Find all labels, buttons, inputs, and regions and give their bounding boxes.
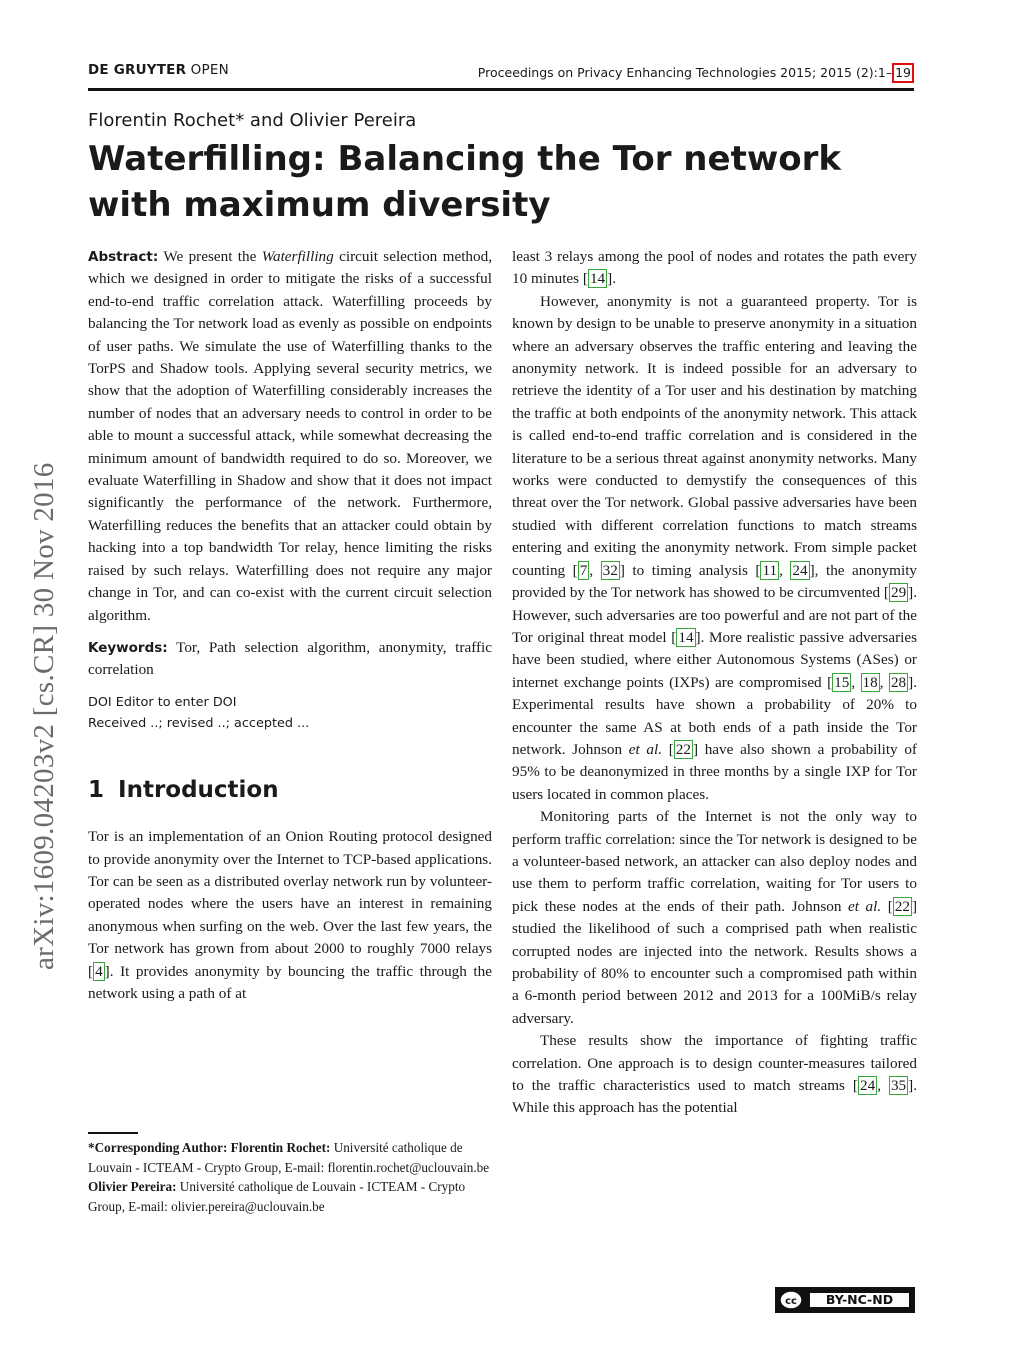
- body-paragraph: However, anonymity is not a guaranteed property. Tor is known by design to be unable to preserve anonymity in a situation where an adversary observes the traffic entering and leaving the anonymity network. It is indeed possible for an adversary to retrieve the identity of a Tor user and his destination by matching the traffic at both endpoints of the anonymity network. This attack is called end-to-end traffic correlation and is considered in the literature to be a serious threat against anonymity networks. Many works were conducted to demystify the consequences of this threat over the Tor network. Global passive adversaries have been studied with different correlation functions to match streams entering and exiting the anonymity network. From simple packet counting [ 7 , 32 ] to timing analysis [ 11 , 24 ], the anonymity provided by the Tor network has showed to be circumvented [ 29 ]. However, such adversaries are too powerful and are not part of the Tor original threat model [ 14 ]. More realistic passive adversaries have been studied, where either Autonomous Systems (ASes) or internet exchange points (IXPs) are compromised [ 15 , 18 , 28 ]. Experimental results have shown a probability of 20% to encounter the same AS at both ends of a path inside the Tor network. Johnson et al. [ 22 ] have also shown a probability of 95% to be deanonymized in three months by a single IXP for Tor users located in common places.: [512, 292, 918, 803]
- citation-link[interactable]: 4: [95, 962, 103, 980]
- citation-link[interactable]: 11: [762, 561, 778, 579]
- citation-link[interactable]: 35: [890, 1077, 907, 1095]
- citation-link[interactable]: 24: [860, 1077, 876, 1095]
- intro-paragraph: Tor is an implementation of an Onion Routing protocol designed to provide anonymity over the Internet to TCP-based applications. Tor can be seen as a distributed overlay network run by volunteer-operated nodes where the users have an interest in remaining anonymous when surfing on the web. Over the last few years, the Tor network has grown from about 2000 to roughly 7000 relays [ 4 ]. It provides anonymity by bouncing the traffic through the network using a path of at: [88, 828, 492, 1002]
- creative-commons-icon: [776, 1289, 806, 1311]
- citation-link[interactable]: 18: [862, 673, 878, 691]
- citation-link[interactable]: 7: [579, 561, 588, 579]
- journal-citation: Proceedings on Privacy Enhancing Technologies 2015; 2015 (2):1– 19: [478, 63, 914, 83]
- publisher: DE GRUYTER OPEN: [88, 62, 229, 78]
- license-badge[interactable]: [775, 1287, 915, 1313]
- abstract-label: Abstract:: [88, 249, 159, 265]
- left-column: [88, 246, 492, 1005]
- body-paragraph: These results show the importance of fighting traffic correlation. One approach is to design counter-measures tailored to the traffic characteristics used to match streams [ 24 , 35 ]. While this approach has the potential: [512, 1032, 917, 1117]
- svg-text:cc: cc: [785, 1296, 797, 1307]
- citation-link[interactable]: 15: [834, 673, 850, 691]
- page-header: [88, 60, 914, 91]
- footnote-rule: [88, 1132, 138, 1134]
- arxiv-stamp[interactable]: arXiv:1609.04203v2 [cs.CR] 30 Nov 2016: [28, 462, 60, 970]
- keywords: Keywords: Tor, Path selection algorithm, anonymity, traffic correlation: [88, 638, 492, 679]
- right-column: [512, 246, 917, 1120]
- citation-link[interactable]: 14: [589, 270, 606, 288]
- section-heading: 1 Introduction: [88, 776, 279, 803]
- citation-link[interactable]: 28: [890, 673, 907, 691]
- citation-link[interactable]: 24: [792, 561, 808, 579]
- citation-link[interactable]: 22: [675, 740, 691, 758]
- citation-link[interactable]: 32: [602, 561, 618, 579]
- citation-link[interactable]: 14: [678, 628, 694, 646]
- citation-link[interactable]: 29: [890, 584, 907, 602]
- paper-title: Waterfilling: Balancing the Tor network with maximum diversity: [88, 139, 841, 225]
- abstract: Abstract: We present the Waterfilling circuit selection method, which we designed in order to mitigate the risks of a successful end-to-end traffic correlation attack. Waterfilling proceeds by balancing the Tor network load as evenly as possible on endpoints of user paths. We simulate the use of Waterfilling thanks to the TorPS and Shadow tools. Applying several security metrics, we show that the adoption of Waterfilling considerably increases the number of nodes that an adversary needs to control in order to be able to mount a successful attack, while somewhat decreasing the minimum amount of bandwidth required to do so. Moreover, we evaluate Waterfilling in Shadow and show that it does not impact significantly the performance of the network. Furthermore, Waterfilling reduces the benefits that an attacker could obtain by hacking into a top bandwidth Tor relay, hence limiting the risks raised by such relays. Waterfilling does not require any major change in Tor, and can co-exist with the current circuit selection algorithm.: [88, 248, 492, 624]
- doi-block: DOI Editor to enter DOI Received ..; revised ..; accepted ...: [88, 694, 310, 731]
- footnote: *Corresponding Author: Florentin Rochet: Université catholique de Louvain - ICTEAM - Crypto Group, E-mail: florentin.rochet@uclouvain.be Olivier Pereira: Université catholique de Louvain - ICTEAM - Crypto Group, E-mail: olivier.pereira@uclouvain.be: [88, 1140, 490, 1214]
- keywords-label: Keywords:: [88, 639, 168, 656]
- body-paragraph: Monitoring parts of the Internet is not the only way to perform traffic correlation: since the Tor network is designed to be a volunteer-based network, an attacker can also deploy nodes and use them to perform traffic correlation, waiting for Tor users to pick these nodes at the ends of their path. Johnson et al. [ 22 ] studied the likelihood of such a comprised path when realistic corrupted nodes are injected into the network. Results shows a probability of 80% to encounter such a compromised path within a 6-month period between 2012 and 2013 for a 100MiB/s relay adversary.: [512, 808, 917, 1027]
- license-label: BY-NC-ND: [808, 1291, 911, 1309]
- citation-link[interactable]: 22: [894, 897, 910, 915]
- author-line: Florentin Rochet* and Olivier Pereira: [88, 110, 417, 131]
- last-page-link[interactable]: 19: [892, 63, 914, 83]
- body-paragraph: least 3 relays among the pool of nodes and rotates the path every 10 minutes [ 14 ].: [512, 248, 917, 288]
